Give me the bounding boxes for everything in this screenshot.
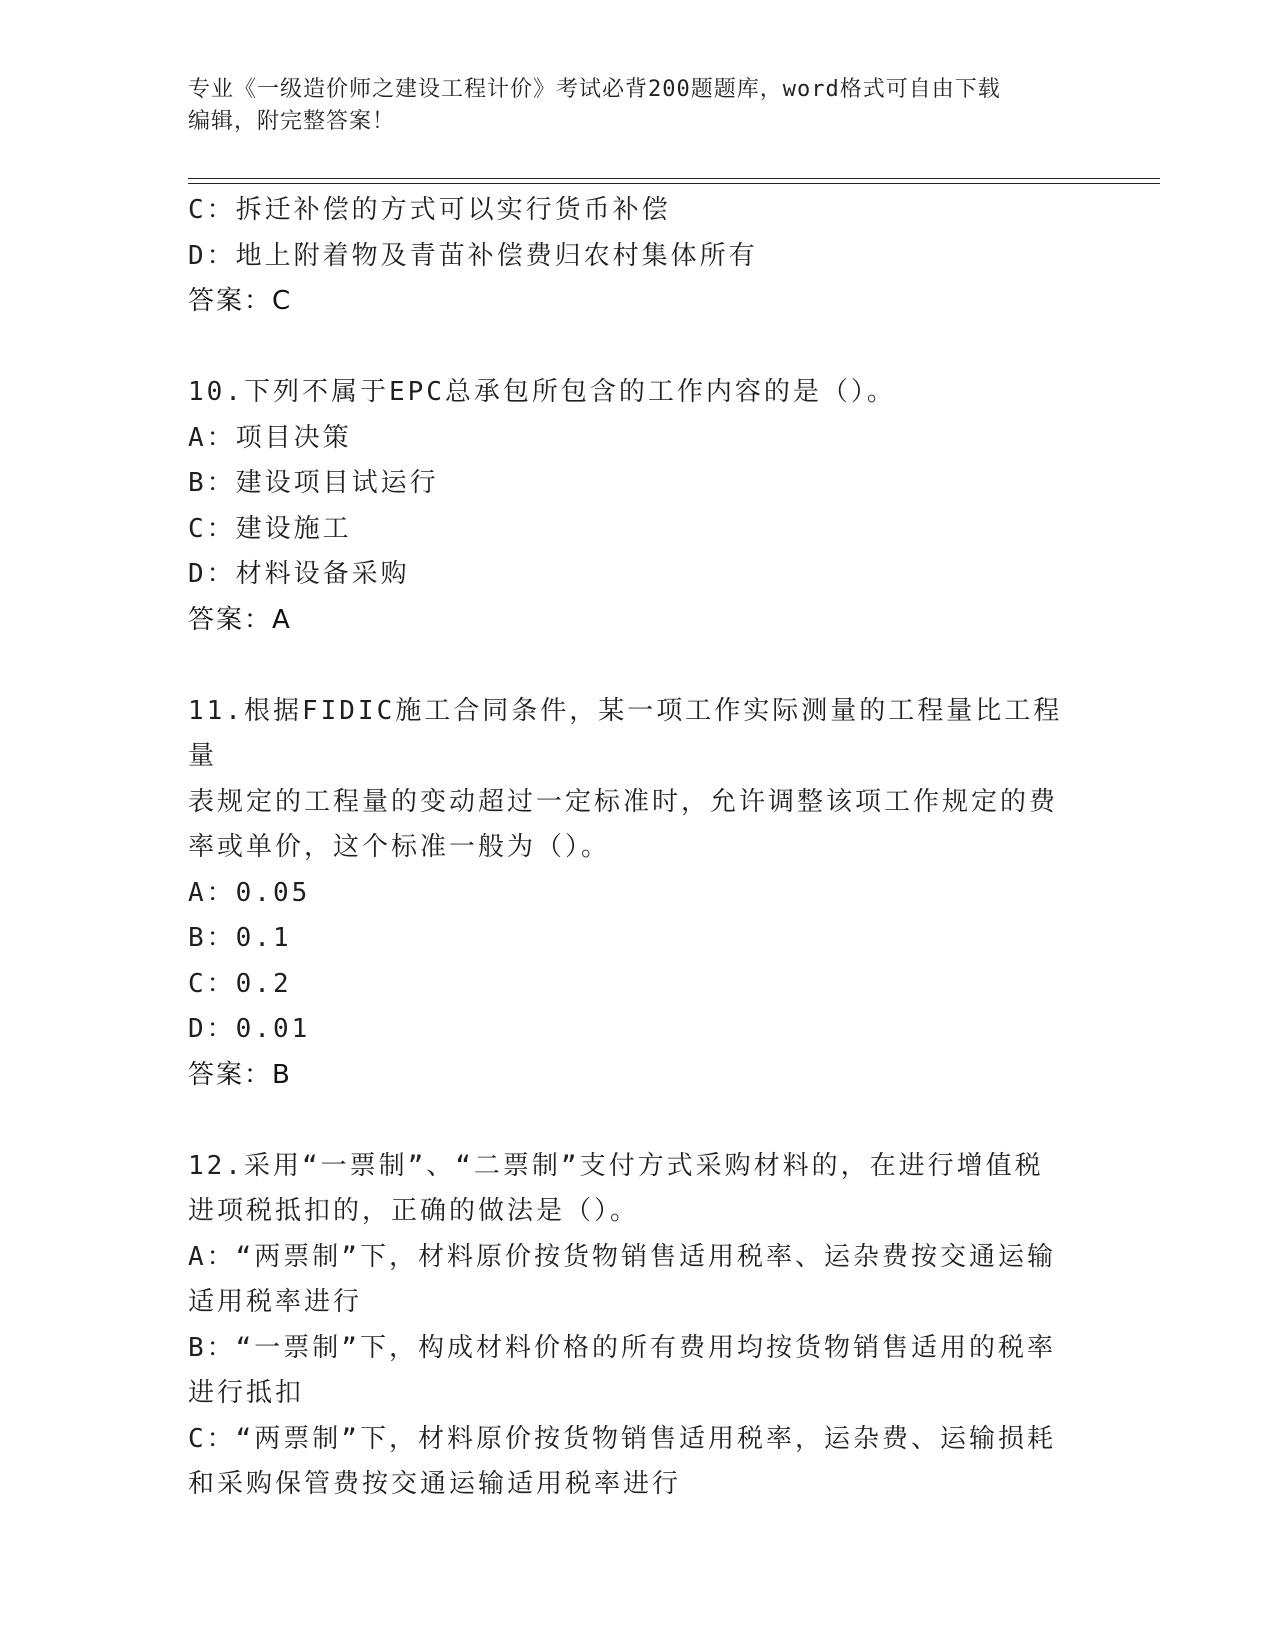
option-a-line-1: A：“两票制”下，材料原价按货物销售适用税率、运杂费按交通运输	[188, 1241, 1056, 1272]
answer-line: 答案：B	[188, 1059, 292, 1090]
option-b-line-2: 进行抵扣	[188, 1378, 305, 1408]
answer-line: 答案：C	[188, 286, 293, 316]
spacer	[188, 325, 1088, 371]
option-c: C：0.2	[188, 968, 292, 999]
question-12	[188, 1144, 1088, 1508]
header-line-1: 专业《一级造价师之建设工程计价》考试必背200题题库，word格式可自由下载	[188, 77, 1001, 102]
question-stem-line-3: 率或单价，这个标准一般为（）。	[188, 832, 611, 862]
page-header	[188, 74, 1068, 138]
option-c: C：建设施工	[188, 513, 352, 544]
question-stem-line-2: 进项税抵扣的，正确的做法是（）。	[188, 1196, 640, 1226]
spacer	[188, 643, 1088, 689]
option-d: D：地上附着物及青苗补偿费归农村集体所有	[188, 240, 758, 271]
header-rule-bottom	[188, 183, 1160, 184]
option-c-line-1: C：“两票制”下，材料原价按货物销售适用税率，运杂费、运输损耗	[188, 1423, 1056, 1454]
header-rule-top	[188, 178, 1160, 179]
option-a: A：项目决策	[188, 422, 352, 453]
option-c-line-2: 和采购保管费按交通运输适用税率进行	[188, 1469, 682, 1499]
option-d: D：材料设备采购	[188, 559, 410, 589]
answer-line: 答案：A	[188, 604, 292, 635]
option-b: B：0.1	[188, 923, 292, 953]
option-b: B：建设项目试运行	[188, 468, 439, 498]
option-a: A：0.05	[188, 877, 311, 908]
question-stem-line-1: 12.采用“一票制”、“二票制”支付方式采购材料的，在进行增值税	[188, 1150, 1044, 1181]
header-line-2: 编辑，附完整答案！	[188, 109, 396, 134]
spacer	[188, 1098, 1088, 1144]
question-11	[188, 689, 1088, 1099]
question-stem-line-1: 11.根据FIDIC施工合同条件，某一项工作实际测量的工程量比工程量	[188, 695, 1063, 771]
question-stem-line-2: 表规定的工程量的变动超过一定标准时，允许调整该项工作规定的费	[188, 786, 1059, 817]
question-stem: 10.下列不属于EPC总承包所包含的工作内容的是（）。	[188, 377, 896, 407]
option-b-line-1: B：“一票制”下，构成材料价格的所有费用均按货物销售适用的税率	[188, 1332, 1056, 1363]
option-a-line-2: 适用税率进行	[188, 1287, 363, 1317]
option-c: C：拆迁补偿的方式可以实行货币补偿	[188, 195, 671, 225]
question-list	[188, 188, 1088, 1508]
option-d: D：0.01	[188, 1014, 311, 1044]
question-9-tail	[188, 188, 1088, 325]
question-10	[188, 370, 1088, 643]
